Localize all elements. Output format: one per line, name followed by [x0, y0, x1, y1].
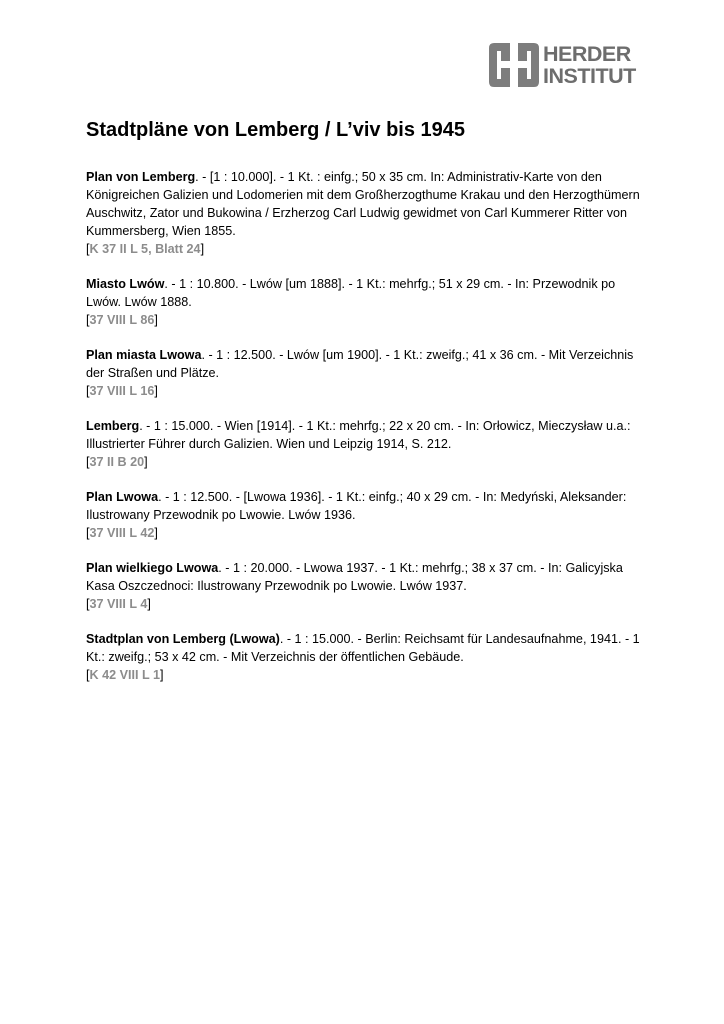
entry-signature: 37 II B 20 — [89, 455, 145, 469]
list-item: Plan miasta Lwowa. - 1 : 12.500. - Lwów [um 1900]. - 1 Kt.: zweifg.; 41 x 36 cm. - Mit Verzeichnis der Straßen und Plätze. [37 VIII L 16] — [86, 348, 634, 398]
entry-title: Lemberg — [86, 419, 140, 433]
entry-signature: K 42 VIII L 1 — [89, 668, 160, 682]
list-item: Lemberg. - 1 : 15.000. - Wien [1914]. - 1 Kt.: mehrfg.; 22 x 20 cm. - In: Orłowicz, Mieczysław u.a.: Illustrierter Führer durch Galizien. Wien und Leipzig 1914, S. 212. [37 II B 20] — [86, 419, 631, 469]
entry-signature: 37 VIII L 16 — [89, 384, 155, 398]
entry-signature: 37 VIII L 86 — [89, 313, 155, 327]
list-item: Plan wielkiego Lwowa. - 1 : 20.000. - Lwowa 1937. - 1 Kt.: mehrfg.; 38 x 37 cm. - In: Galicyjska Kasa Oszczednoci: Ilustrowany Przewodnik po Lwowie. Lwów 1937. [37 VIII L 4] — [86, 561, 623, 611]
entry-details: . - 1 : 10.800. - Lwów [um 1888]. - 1 Kt.: mehrfg.; 51 x 29 cm. - In: Przewodnik po Lwów. Lwów 1888. — [86, 277, 616, 309]
entry-signature: 37 VIII L 42 — [89, 526, 155, 540]
entry-title: Plan von Lemberg — [86, 170, 196, 184]
entry-details: . - [1 : 10.000]. - 1 Kt. : einfg.; 50 x 35 cm. In: Administrativ-Karte von den Königreichen Galizien und Lodomerien mit dem Großherzogthume Krakau und den Herzogthümern Auschwitz, Zator und Bukowina / Erzherzog Carl Ludwig gewidmet von Carl Kummerer Ritter von Kummersberg, Wien 1855. — [86, 170, 640, 238]
entry-signature: 37 VIII L 4 — [89, 597, 148, 611]
logo-line-2: INSTITUT — [543, 64, 636, 88]
entry-details: . - 1 : 12.500. - Lwów [um 1900]. - 1 Kt.: zweifg.; 41 x 36 cm. - Mit Verzeichnis der Straßen und Plätze. — [86, 348, 634, 380]
entry-details: . - 1 : 20.000. - Lwowa 1937. - 1 Kt.: mehrfg.; 38 x 37 cm. - In: Galicyjska Kasa Oszczednoci: Ilustrowany Przewodnik po Lwowie. Lwów 1937. — [86, 561, 623, 593]
entry-details: . - 1 : 15.000. - Wien [1914]. - 1 Kt.: mehrfg.; 22 x 20 cm. - In: Orłowicz, Mieczysław u.a.: Illustrierter Führer durch Galizien. Wien und Leipzig 1914, S. 212. — [86, 419, 631, 451]
herder-logo-mark-icon — [488, 42, 540, 88]
map-list — [86, 168, 646, 701]
entry-title: Stadtplan von Lemberg (Lwowa) — [86, 632, 280, 646]
list-item: Plan von Lemberg. - [1 : 10.000]. - 1 Kt. : einfg.; 50 x 35 cm. In: Administrativ-Karte von den Königreichen Galizien und Lodomerien mit dem Großherzogthume Krakau und den Herzogthümern Auschwitz, Zator und Bukowina / Erzherzog Carl Ludwig gewidmet von Carl Kummerer Ritter von Kummersberg, Wien 1855. [K 37 II L 5, Blatt 24] — [86, 170, 640, 256]
page-title: Stadtpläne von Lemberg / L’viv bis 1945 — [86, 119, 466, 141]
entry-title: Plan wielkiego Lwowa — [86, 561, 219, 575]
entry-details: . - 1 : 12.500. - [Lwowa 1936]. - 1 Kt.: einfg.; 40 x 29 cm. - In: Medyński, Aleksander: Ilustrowany Przewodnik po Lwowie. Lwów 1936. — [86, 490, 627, 522]
logo-line-1: HERDER — [543, 42, 631, 66]
entry-signature: K 37 II L 5, Blatt 24 — [89, 242, 201, 256]
entry-title: Plan miasta Lwowa — [86, 348, 202, 362]
entry-title: Miasto Lwów — [86, 277, 165, 291]
entry-title: Plan Lwowa — [86, 490, 159, 504]
herder-institut-logo — [488, 40, 638, 92]
list-item: Plan Lwowa. - 1 : 12.500. - [Lwowa 1936]. - 1 Kt.: einfg.; 40 x 29 cm. - In: Medyński, Aleksander: Ilustrowany Przewodnik po Lwowie. Lwów 1936. [37 VIII L 42] — [86, 490, 627, 540]
entry-details: . - 1 : 15.000. - Berlin: Reichsamt für Landesaufnahme, 1941. - 1 Kt.: zweifg.; 53 x 42 cm. - Mit Verzeichnis der öffentlichen Gebäude. — [86, 632, 640, 664]
list-item: Stadtplan von Lemberg (Lwowa). - 1 : 15.000. - Berlin: Reichsamt für Landesaufnahme, 1941. - 1 Kt.: zweifg.; 53 x 42 cm. - Mit Verzeichnis der öffentlichen Gebäude. [K 42 VIII L 1] — [86, 632, 640, 682]
list-item: Miasto Lwów. - 1 : 10.800. - Lwów [um 1888]. - 1 Kt.: mehrfg.; 51 x 29 cm. - In: Przewodnik po Lwów. Lwów 1888. [37 VIII L 86] — [86, 277, 616, 327]
